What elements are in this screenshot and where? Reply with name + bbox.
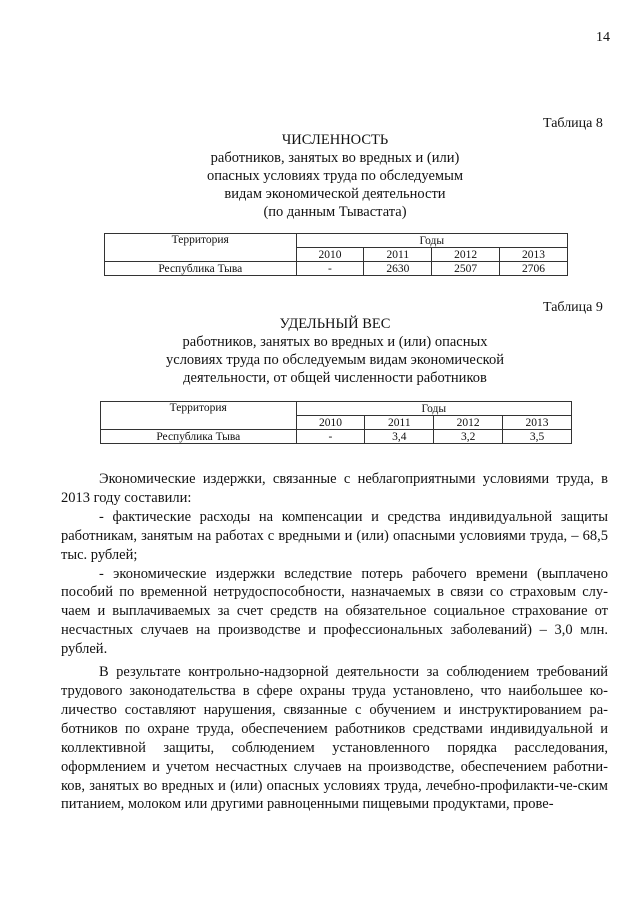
table9 [100, 401, 572, 444]
table9-year-2013: 2013 [503, 416, 572, 430]
table8-subtitle-1: работников, занятых во вредных и (или) [210, 150, 460, 166]
table8-year-2013: 2013 [500, 248, 568, 262]
table9-title: УДЕЛЬНЫЙ ВЕС [279, 316, 391, 332]
table-row [105, 262, 568, 276]
table-header-row [105, 234, 568, 248]
table8-year-2010: 2010 [296, 248, 364, 262]
paragraph-actual-expenses: - фактические расходы на компенсации и средства индивидуальной защиты работникам, занятым на работах с вредными и (или) опасными условиями труда, – 68,5 тыс. рублей; [61, 508, 608, 563]
table8-subtitle-4: (по данным Тывастата) [263, 204, 407, 220]
page-number: 14 [596, 30, 610, 45]
table8-heading [0, 131, 640, 221]
table8-value-2011: 2630 [364, 262, 432, 276]
table9-subtitle-1: работников, занятых во вредных и (или) опасных [182, 334, 488, 350]
table9-label: Таблица 9 [543, 300, 603, 315]
paragraph-costs-intro: Экономические издержки, связанные с неблагоприятными условиями труда, в 2013 году составили: [61, 471, 608, 506]
table9-year-2010: 2010 [296, 416, 365, 430]
table8-subtitle-2: опасных условиях труда по обследуемым [206, 168, 464, 184]
table9-value-2011: 3,4 [365, 430, 434, 444]
paragraph-economic-losses: - экономические издержки вследствие потерь рабочего времени (выплачено пособий по временной нетрудоспособности, назначаемых в связи со страховым слу-чаем и выплачиваемых за счет средств на обязательное социальное страхование от несчастных случаев на производстве и профессиональных заболеваний) – 3,0 млн. рублей. [61, 565, 608, 658]
table9-year-2011: 2011 [365, 416, 434, 430]
table9-col-years: Годы [296, 402, 571, 416]
table8-value-2013: 2706 [500, 262, 568, 276]
table8 [104, 233, 568, 276]
table9-col-territory: Территория [101, 402, 297, 430]
table8-value-2012: 2507 [432, 262, 500, 276]
table8-row-name: Республика Тыва [105, 262, 297, 276]
table-header-row [101, 402, 572, 416]
body-text [61, 470, 608, 814]
table8-col-years: Годы [296, 234, 567, 248]
table8-subtitle-3: видам экономической деятельности [224, 186, 446, 202]
table9-subtitle-2: условиях труда по обследуемым видам экономической [166, 352, 504, 368]
table9-row-name: Республика Тыва [101, 430, 297, 444]
table8-year-2012: 2012 [432, 248, 500, 262]
table9-value-2010: - [296, 430, 365, 444]
table8-label: Таблица 8 [543, 116, 603, 131]
table8-col-territory: Территория [105, 234, 297, 262]
table9-heading [0, 315, 640, 387]
table9-value-2012: 3,2 [434, 430, 503, 444]
paragraph-inspection-results: В результате контрольно-надзорной деятельности за соблюдением требований трудового законодательства в сфере охраны труда установлено, что наибольшее ко-личество составляют нарушения, связанные с обучением и инструктированием ра-ботников по охране труда, обеспечением работников средствами индивидуальной и коллективной защиты, соблюдением установленного порядка расследования, оформлением и учетом несчастных случаев на производстве, обеспечением работни-ков, занятых во вредных и (или) опасных условиях труда, лечебно-профилакти-че-ским питанием, молоком или другими равноценными пищевыми продуктами, прове- [61, 664, 608, 813]
table8-title: ЧИСЛЕННОСТЬ [281, 132, 389, 148]
table8-year-2011: 2011 [364, 248, 432, 262]
table8-value-2010: - [296, 262, 364, 276]
table-row [101, 430, 572, 444]
table9-value-2013: 3,5 [503, 430, 572, 444]
table9-subtitle-3: деятельности, от общей численности работников [183, 370, 487, 386]
table9-year-2012: 2012 [434, 416, 503, 430]
